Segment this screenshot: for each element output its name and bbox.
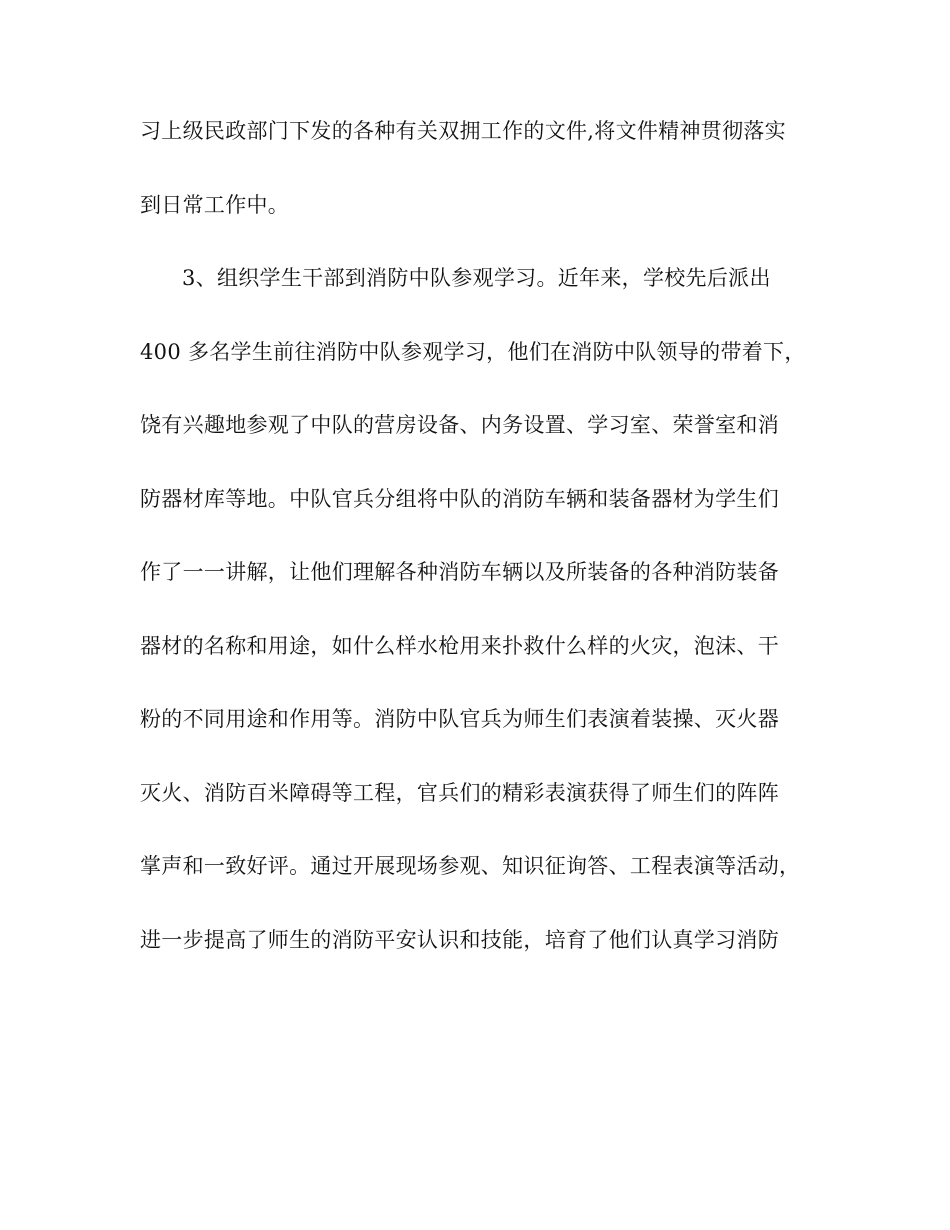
text-line-8: 器材的名称和用途，如什么样水枪用来扑救什么样的火灾，泡沫、干 [140,633,779,658]
body-text [140,110,820,992]
text-line-5: 饶有兴趣地参观了中队的营房设备、内务设置、学习室、荣誉室和消 [140,413,779,437]
text-line-3-paragraph-start: 3、组织学生干部到消防中队参观学习。近年来，学校先后派出 [182,266,771,290]
text-line-10: 灭火、消防百米障碍等工程，官兵们的精彩表演获得了师生们的阵阵 [140,780,779,805]
text-line-12: 进一步提高了师生的消防平安认识和技能，培育了他们认真学习消防 [140,927,779,952]
text-line-2: 到日常工作中。 [140,192,290,217]
text-line-1: 习上级民政部门下发的各种有关双拥工作的文件,将文件精神贯彻落实 [140,119,786,143]
text-line-7: 作了一一讲解，让他们理解各种消防车辆以及所装备的各种消防装备 [140,560,779,584]
text-line-9: 粉的不同用途和作用等。消防中队官兵为师生们表演着装操、灭火器 [140,707,779,731]
text-line-11: 掌声和一致好评。通过开展现场参观、知识征询答、工程表演等活动， [140,854,801,878]
text-line-4: 400 多名学生前往消防中队参观学习，他们在消防中队领导的带着下， [140,339,806,364]
text-line-6: 防器材库等地。中队官兵分组将中队的消防车辆和装备器材为学生们 [140,486,779,511]
